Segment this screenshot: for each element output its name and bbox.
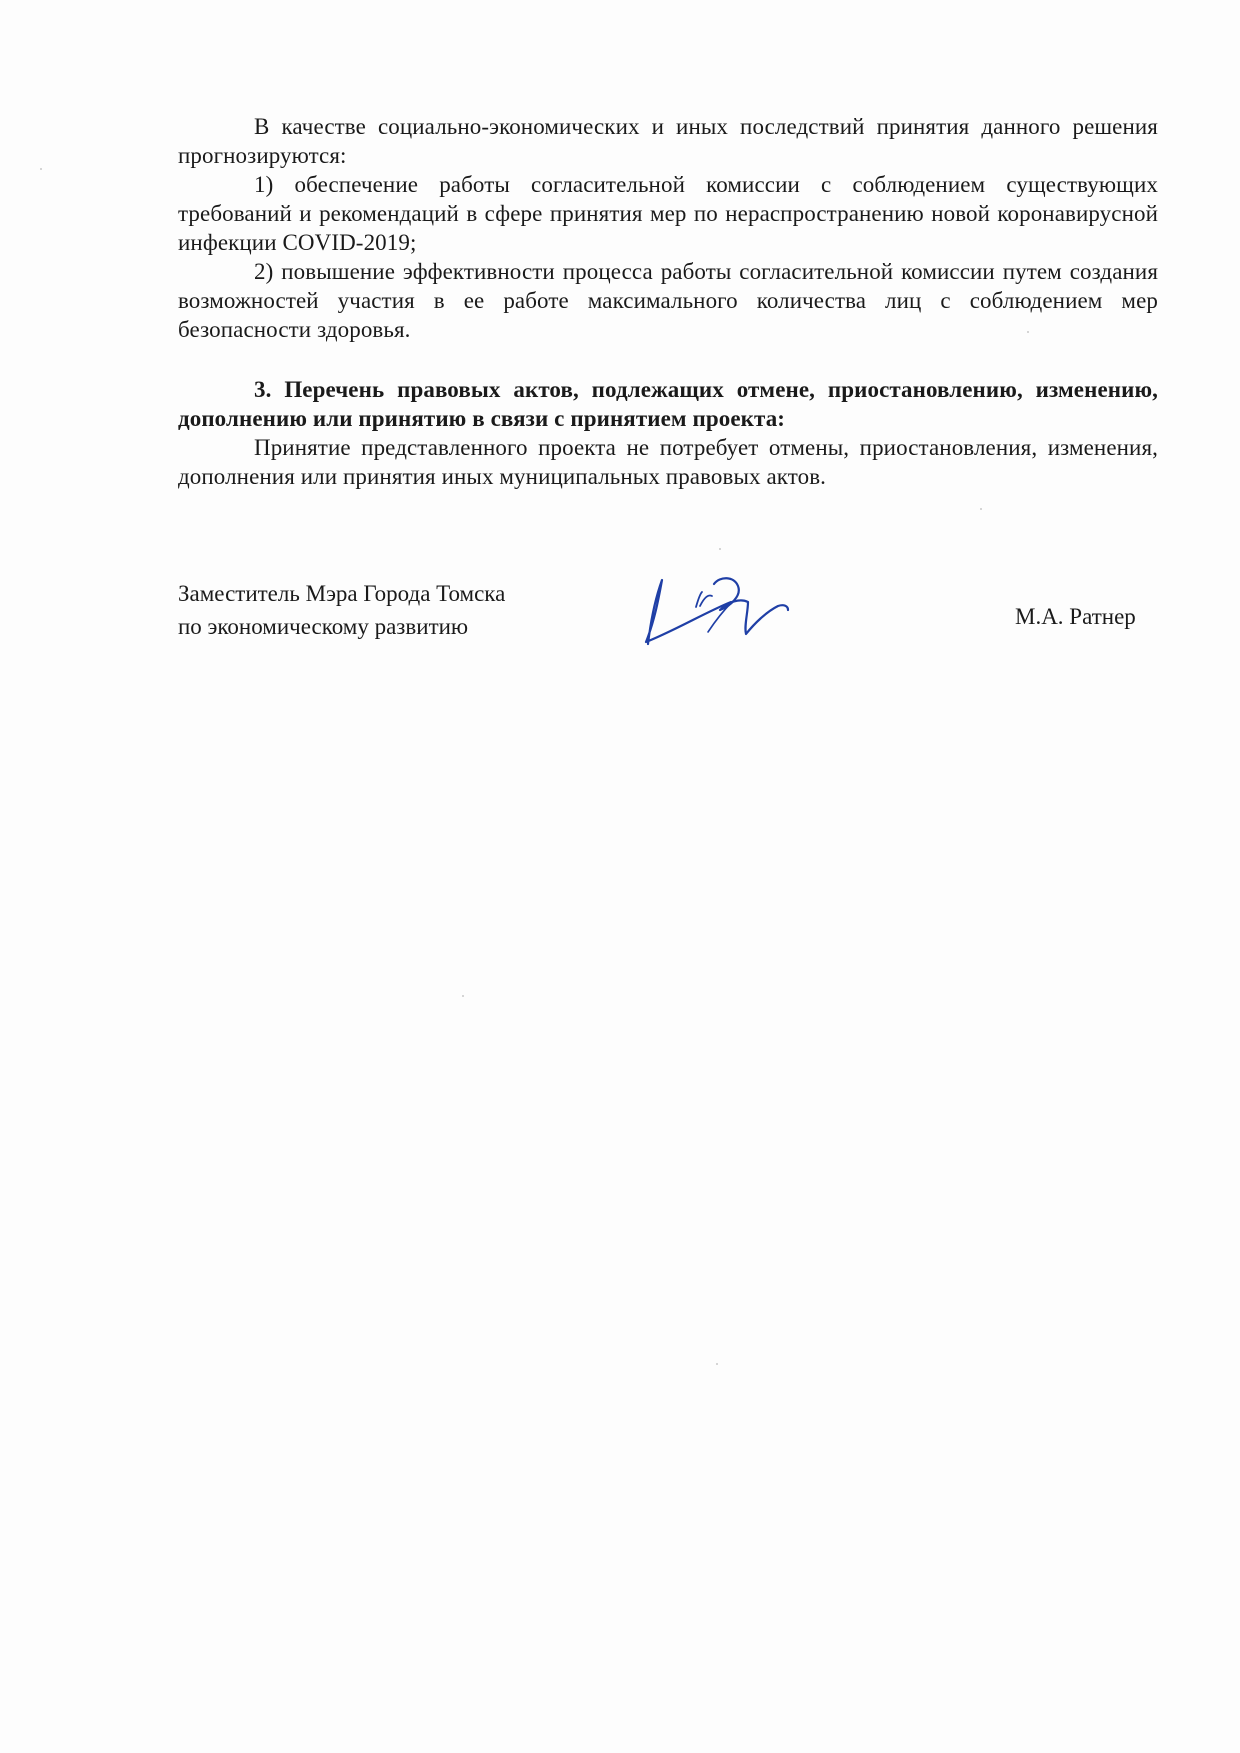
paragraph-consequences-intro: В качестве социально-экономических и иных последствий принятия данного решения прогнозируются:: [178, 114, 1158, 168]
signatory-name: М.А. Ратнер: [1015, 604, 1136, 629]
scan-speck: [719, 548, 721, 550]
scan-speck: [980, 508, 982, 510]
scan-speck: [716, 1363, 718, 1365]
paragraph-consequence-2: 2) повышение эффективности процесса работы согласительной комиссии путем создания возможностей участия в ее работе максимального количества лиц с соблюдением мер безопасности здоровья.: [178, 259, 1158, 342]
scan-speck: [462, 995, 464, 997]
signatory-position-line-1: Заместитель Мэра Города Томска: [178, 581, 506, 606]
signatory-position: [178, 577, 505, 643]
handwritten-signature: [636, 572, 816, 652]
scan-speck: [1027, 331, 1029, 333]
paragraph-consequence-1: 1) обеспечение работы согласительной комиссии с соблюдением существующих требований и рекомендаций в сфере принятия мер по нераспространению новой коронавирусной инфекции COVID-2019;: [178, 172, 1158, 255]
signatory-position-line-2: по экономическому развитию: [178, 614, 469, 639]
section-3-heading: 3. Перечень правовых актов, подлежащих отмене, приостановлению, изменению, дополнению или принятию в связи с принятием проекта:: [178, 377, 1158, 431]
section-3-text: Принятие представленного проекта не потребует отмены, приостановления, изменения, дополнения или принятия иных муниципальных правовых актов.: [178, 435, 1158, 489]
scan-speck: [40, 168, 42, 170]
